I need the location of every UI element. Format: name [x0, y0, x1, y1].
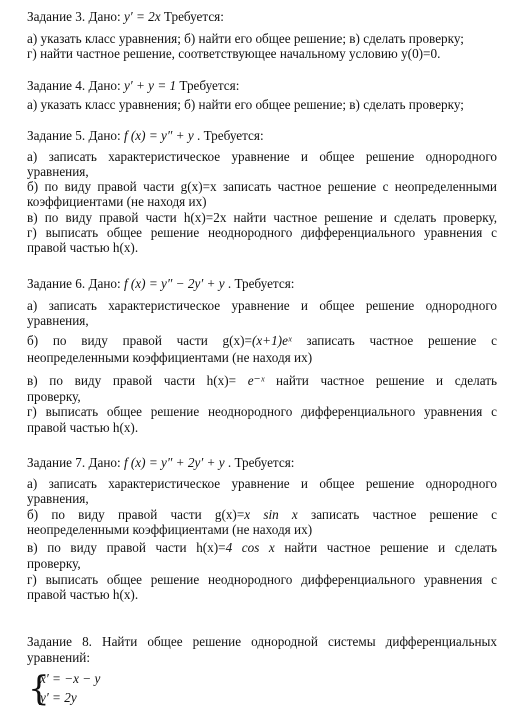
- task-6-item: в) по виду правой части h(x)= e⁻ˣ найти частное решение и сделать: [27, 373, 498, 388]
- task-3-item: г) найти частное решение, соответствующее начальному условию y(0)=0.: [27, 46, 441, 61]
- task-8-heading: Задание 8. Найти общее решение однородной системы дифференциальных: [27, 634, 497, 649]
- task-8-text: уравнений:: [27, 650, 91, 665]
- task-6-item: правой частью h(x).: [27, 420, 139, 435]
- system-equation-2: y′ = 2y: [40, 690, 77, 705]
- task-5-item: правой частью h(x).: [27, 240, 139, 255]
- task-4-item: а) указать класс уравнения; б) найти его общее решение; в) сделать проверку;: [27, 97, 464, 112]
- task-7-item: а) записать характеристическое уравнение и общее решение однородного: [27, 476, 497, 491]
- task-7-item: в) по виду правой части h(x)=4 cos x найти частное решение и сделать: [27, 540, 498, 555]
- task-6-equation: f (x) = y″ − 2y′ + y: [123, 276, 225, 291]
- task-4-heading: Задание 4. Дано: y′ + y = 1 Требуется:: [27, 78, 240, 93]
- system-equation-1: x′ = −x − y: [40, 671, 101, 686]
- task-5-item: в) по виду правой части h(x)=2x найти частное решение и сделать проверку,: [27, 210, 497, 225]
- task-3-item: а) указать класс уравнения; б) найти его общее решение; в) сделать проверку;: [27, 31, 464, 46]
- task-6-item: неопределенными коэффициентами (не находя их): [27, 350, 313, 365]
- task-6-item: г) выписать общее решение неоднородного дифференциального уравнения с: [27, 404, 497, 419]
- task-7-h-expression: 4 cos x: [225, 540, 275, 555]
- task-7-heading: Задание 7. Дано: f (x) = y″ + 2y′ + y . Требуется:: [27, 455, 295, 470]
- task-3-equation: y′ = 2x: [123, 9, 161, 24]
- task-7-item: б) по виду правой части g(x)=x sin x записать частное решение с: [27, 507, 497, 522]
- task-5-equation: f (x) = y″ + y: [123, 128, 194, 143]
- task-7-item: неопределенными коэффициентами (не находя их): [27, 522, 313, 537]
- task-7-item: правой частью h(x).: [27, 587, 139, 602]
- task-6-item: проверку,: [27, 389, 81, 404]
- task-5-item: а) записать характеристическое уравнение и общее решение однородного: [27, 149, 497, 164]
- task-7-g-expression: x sin x: [244, 507, 298, 522]
- task-6-item: уравнения,: [27, 313, 89, 328]
- task-7-item: уравнения,: [27, 491, 89, 506]
- task-7-item: г) выписать общее решение неоднородного дифференциального уравнения с: [27, 572, 497, 587]
- task-6-item: б) по виду правой части g(x)=(x+1)eˣ записать частное решение с: [27, 333, 497, 348]
- task-5-item: коэффициентами (не находя их): [27, 194, 207, 209]
- task-5-heading: Задание 5. Дано: f (x) = y″ + y . Требуется:: [27, 128, 264, 143]
- system-brace: {: [28, 669, 50, 709]
- task-7-item: проверку,: [27, 556, 81, 571]
- task-6-heading: Задание 6. Дано: f (x) = y″ − 2y′ + y . Требуется:: [27, 276, 295, 291]
- task-6-h-expression: e⁻ˣ: [247, 373, 265, 388]
- task-7-equation: f (x) = y″ + 2y′ + y: [123, 455, 225, 470]
- task-5-item: г) выписать общее решение неоднородного дифференциального уравнения с: [27, 225, 497, 240]
- task-6-item: а) записать характеристическое уравнение и общее решение однородного: [27, 298, 497, 313]
- task-5-item: уравнения,: [27, 164, 89, 179]
- task-6-g-expression: (x+1)eˣ: [251, 333, 292, 348]
- task-3-heading: Задание 3. Дано: y′ = 2x Требуется:: [27, 9, 224, 24]
- task-5-item: б) по виду правой части g(x)=x записать частное решение с неопределенными: [27, 179, 497, 194]
- task-4-equation: y′ + y = 1: [123, 78, 177, 93]
